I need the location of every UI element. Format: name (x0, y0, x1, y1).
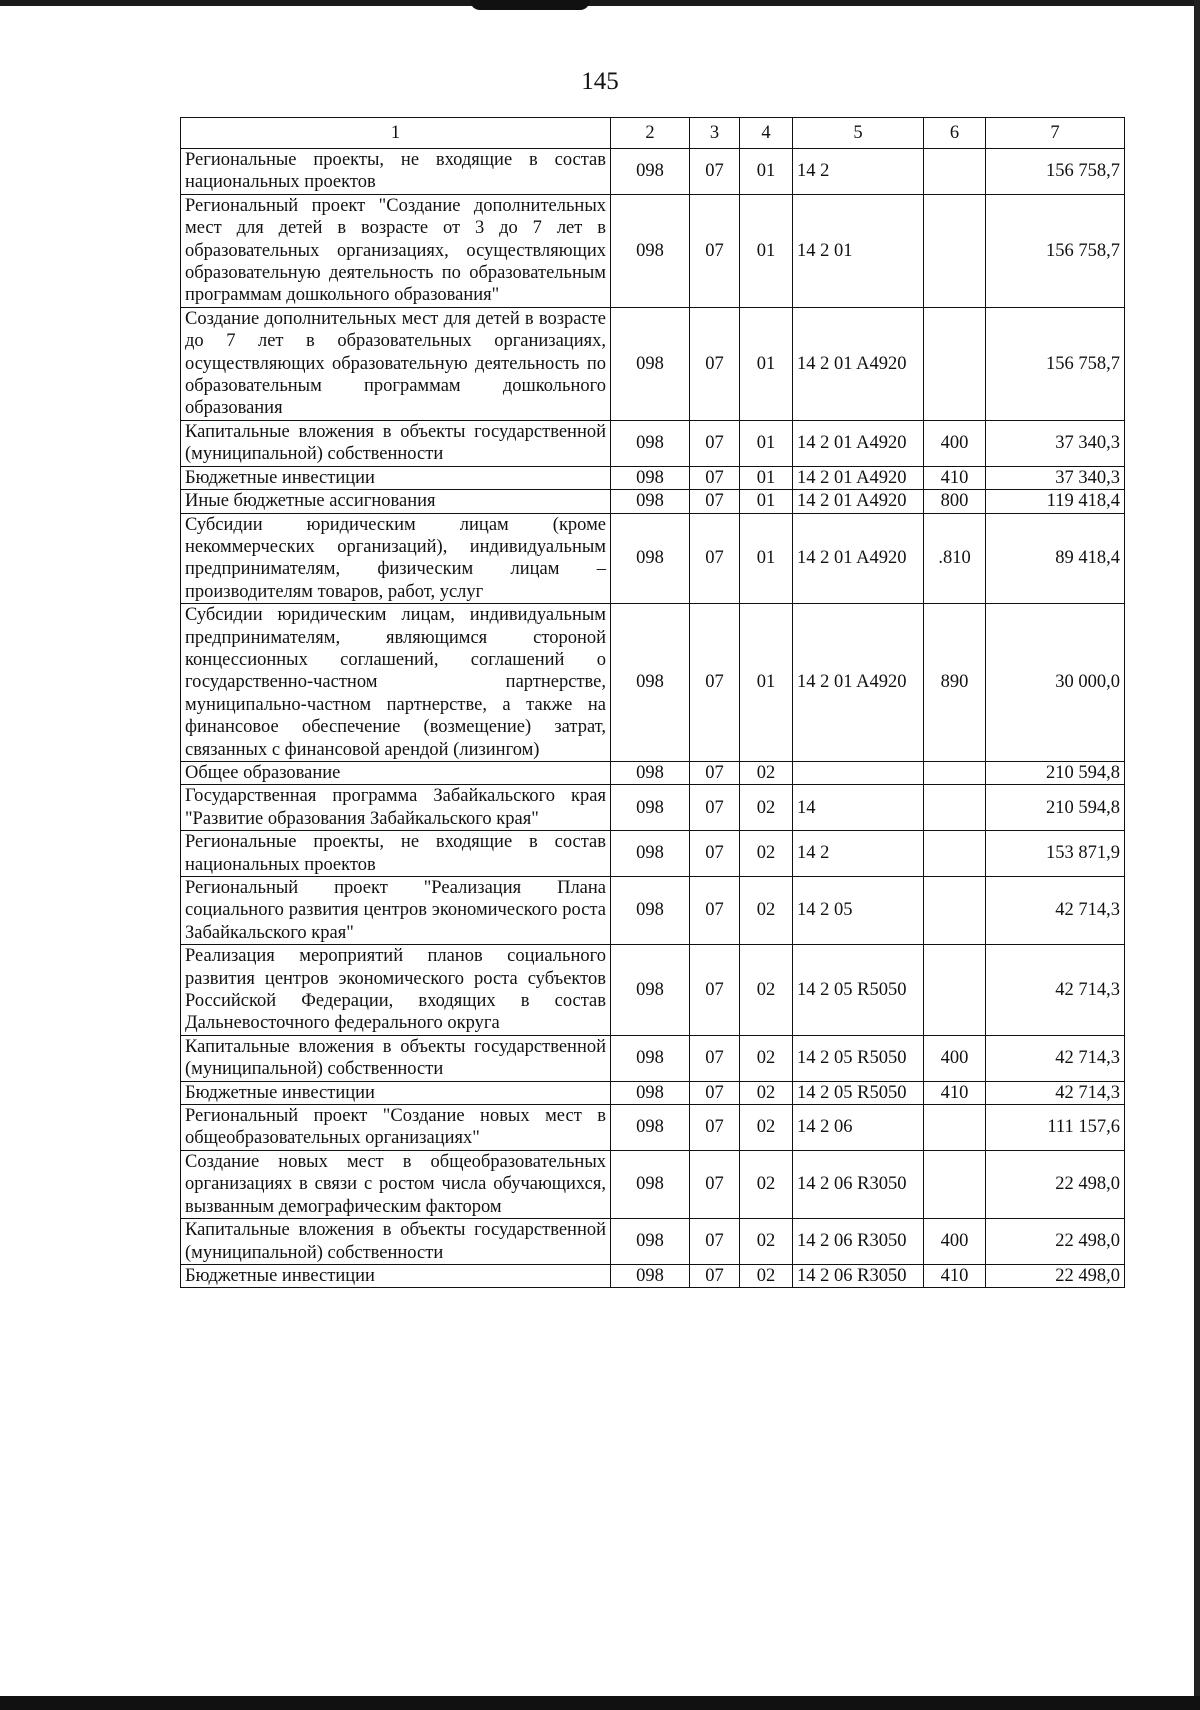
row-description: Общее образование (181, 761, 611, 784)
row-col-2: 098 (611, 1264, 690, 1287)
row-col-3: 07 (690, 490, 740, 513)
row-col-2: 098 (611, 1150, 690, 1218)
row-col-6: 400 (924, 1219, 986, 1265)
row-col-3: 07 (690, 307, 740, 420)
row-description: Капитальные вложения в объекты государственной (муниципальной) собственности (181, 420, 611, 466)
row-col-7: 153 871,9 (986, 831, 1125, 877)
row-col-3: 07 (690, 1105, 740, 1151)
row-col-3: 07 (690, 1219, 740, 1265)
row-col-7: 42 714,3 (986, 877, 1125, 945)
row-col-2: 098 (611, 420, 690, 466)
row-description: Капитальные вложения в объекты государственной (муниципальной) собственности (181, 1035, 611, 1081)
column-header: 1 (181, 118, 611, 149)
row-col-3: 07 (690, 420, 740, 466)
row-col-3: 07 (690, 1035, 740, 1081)
row-col-4: 02 (740, 831, 793, 877)
table-row (181, 1219, 1125, 1265)
budget-table (180, 117, 1125, 1288)
row-col-2: 098 (611, 761, 690, 784)
row-col-3: 07 (690, 513, 740, 604)
table-row (181, 1150, 1125, 1218)
column-header: 3 (690, 118, 740, 149)
table-row (181, 604, 1125, 762)
row-col-5: 14 2 01 A4920 (793, 490, 924, 513)
row-col-5: 14 2 01 A4920 (793, 466, 924, 489)
table-row (181, 1035, 1125, 1081)
row-col-4: 01 (740, 194, 793, 307)
row-col-5: 14 2 01 A4920 (793, 420, 924, 466)
row-col-3: 07 (690, 1150, 740, 1218)
scan-edge-top (0, 0, 1200, 6)
row-col-4: 01 (740, 490, 793, 513)
row-col-2: 098 (611, 1081, 690, 1104)
row-col-6 (924, 877, 986, 945)
row-col-4: 02 (740, 761, 793, 784)
row-col-7: 111 157,6 (986, 1105, 1125, 1151)
row-col-2: 098 (611, 149, 690, 195)
table-row (181, 785, 1125, 831)
row-col-2: 098 (611, 307, 690, 420)
row-col-5: 14 2 01 A4920 (793, 513, 924, 604)
row-col-5: 14 2 05 R5050 (793, 945, 924, 1036)
row-col-5: 14 2 05 R5050 (793, 1081, 924, 1104)
row-col-5: 14 2 01 A4920 (793, 307, 924, 420)
row-col-5: 14 2 05 R5050 (793, 1035, 924, 1081)
row-col-2: 098 (611, 194, 690, 307)
row-description: Создание новых мест в общеобразовательных организациях в связи с ростом числа обучающихся, вызванным демографическим фактором (181, 1150, 611, 1218)
row-col-6 (924, 194, 986, 307)
row-col-5: 14 2 01 (793, 194, 924, 307)
table-row (181, 1081, 1125, 1104)
row-col-2: 098 (611, 466, 690, 489)
row-col-3: 07 (690, 1264, 740, 1287)
row-col-3: 07 (690, 1081, 740, 1104)
row-col-3: 07 (690, 761, 740, 784)
table-row (181, 420, 1125, 466)
row-col-6 (924, 1105, 986, 1151)
row-col-4: 01 (740, 604, 793, 762)
column-header: 2 (611, 118, 690, 149)
row-col-4: 02 (740, 877, 793, 945)
row-description: Региональные проекты, не входящие в состав национальных проектов (181, 149, 611, 195)
row-col-4: 01 (740, 420, 793, 466)
row-description: Иные бюджетные ассигнования (181, 490, 611, 513)
row-col-7: 119 418,4 (986, 490, 1125, 513)
table-row (181, 194, 1125, 307)
table-row (181, 307, 1125, 420)
row-col-2: 098 (611, 877, 690, 945)
row-col-3: 07 (690, 785, 740, 831)
table-row (181, 761, 1125, 784)
row-col-5: 14 2 06 (793, 1105, 924, 1151)
row-col-4: 02 (740, 945, 793, 1036)
table-row (181, 1105, 1125, 1151)
row-col-2: 098 (611, 785, 690, 831)
row-description: Бюджетные инвестиции (181, 466, 611, 489)
row-col-6: 410 (924, 1081, 986, 1104)
page-number: 145 (581, 68, 619, 95)
row-col-7: 42 714,3 (986, 1081, 1125, 1104)
row-col-3: 07 (690, 877, 740, 945)
row-col-6 (924, 761, 986, 784)
table-row (181, 945, 1125, 1036)
row-col-6 (924, 831, 986, 877)
row-col-7: 37 340,3 (986, 420, 1125, 466)
row-col-3: 07 (690, 604, 740, 762)
row-col-3: 07 (690, 194, 740, 307)
table-header-row (181, 118, 1125, 149)
column-header: 4 (740, 118, 793, 149)
row-col-7: 22 498,0 (986, 1264, 1125, 1287)
row-description: Региональный проект "Создание новых мест в общеобразовательных организациях" (181, 1105, 611, 1151)
table-row (181, 513, 1125, 604)
table-row (181, 831, 1125, 877)
row-description: Бюджетные инвестиции (181, 1081, 611, 1104)
column-header: 7 (986, 118, 1125, 149)
row-col-6: 410 (924, 466, 986, 489)
row-col-7: 156 758,7 (986, 149, 1125, 195)
row-col-5: 14 (793, 785, 924, 831)
table-row (181, 490, 1125, 513)
table-row (181, 466, 1125, 489)
row-col-7: 210 594,8 (986, 761, 1125, 784)
row-col-6 (924, 785, 986, 831)
row-col-7: 156 758,7 (986, 307, 1125, 420)
row-col-3: 07 (690, 149, 740, 195)
row-col-4: 02 (740, 785, 793, 831)
row-col-6: 410 (924, 1264, 986, 1287)
row-col-7: 42 714,3 (986, 1035, 1125, 1081)
row-col-4: 02 (740, 1150, 793, 1218)
row-col-3: 07 (690, 466, 740, 489)
row-col-2: 098 (611, 1219, 690, 1265)
row-description: Капитальные вложения в объекты государственной (муниципальной) собственности (181, 1219, 611, 1265)
row-description: Субсидии юридическим лицам (кроме некоммерческих организаций), индивидуальным предпринимателям, физическим лицам – производителям товаров, работ, услуг (181, 513, 611, 604)
row-col-7: 22 498,0 (986, 1150, 1125, 1218)
row-col-5: 14 2 06 R3050 (793, 1219, 924, 1265)
row-col-6 (924, 1150, 986, 1218)
row-col-4: 02 (740, 1035, 793, 1081)
row-col-7: 156 758,7 (986, 194, 1125, 307)
row-col-7: 30 000,0 (986, 604, 1125, 762)
budget-table-body (181, 118, 1125, 1288)
column-header: 6 (924, 118, 986, 149)
row-col-7: 89 418,4 (986, 513, 1125, 604)
row-col-5 (793, 761, 924, 784)
row-col-2: 098 (611, 490, 690, 513)
row-description: Реализация мероприятий планов социального развития центров экономического роста субъектов Российской Федерации, входящих в состав Дальневосточного федерального округа (181, 945, 611, 1036)
row-col-2: 098 (611, 1105, 690, 1151)
scan-mark-top (470, 0, 590, 10)
row-col-2: 098 (611, 1035, 690, 1081)
row-col-3: 07 (690, 945, 740, 1036)
row-description: Региональный проект "Создание дополнительных мест для детей в возрасте от 3 до 7 лет в образовательных организациях, осуществляющих образовательную деятельность по образовательным программам дошкольного образования" (181, 194, 611, 307)
row-col-2: 098 (611, 604, 690, 762)
row-col-7: 210 594,8 (986, 785, 1125, 831)
row-col-7: 37 340,3 (986, 466, 1125, 489)
row-description: Государственная программа Забайкальского края "Развитие образования Забайкальского края" (181, 785, 611, 831)
row-col-5: 14 2 06 R3050 (793, 1150, 924, 1218)
row-description: Региональный проект "Реализация Плана социального развития центров экономического роста Забайкальского края" (181, 877, 611, 945)
row-col-6: 800 (924, 490, 986, 513)
row-description: Региональные проекты, не входящие в состав национальных проектов (181, 831, 611, 877)
row-col-4: 02 (740, 1081, 793, 1104)
table-row (181, 1264, 1125, 1287)
row-col-5: 14 2 (793, 149, 924, 195)
row-col-2: 098 (611, 831, 690, 877)
column-header: 5 (793, 118, 924, 149)
row-col-6 (924, 149, 986, 195)
row-col-6 (924, 945, 986, 1036)
row-col-7: 42 714,3 (986, 945, 1125, 1036)
row-col-4: 01 (740, 149, 793, 195)
row-col-4: 01 (740, 513, 793, 604)
row-col-3: 07 (690, 831, 740, 877)
row-col-7: 22 498,0 (986, 1219, 1125, 1265)
row-col-2: 098 (611, 513, 690, 604)
row-description: Бюджетные инвестиции (181, 1264, 611, 1287)
scan-edge-bottom (0, 1696, 1200, 1710)
row-description: Создание дополнительных мест для детей в возрасте до 7 лет в образовательных организациях, осуществляющих образовательную деятельность по образовательным программам дошкольного образования (181, 307, 611, 420)
row-col-6: .810 (924, 513, 986, 604)
row-col-4: 02 (740, 1264, 793, 1287)
row-col-5: 14 2 01 A4920 (793, 604, 924, 762)
row-col-6: 400 (924, 420, 986, 466)
row-description: Субсидии юридическим лицам, индивидуальным предпринимателям, являющимся стороной концессионных соглашений, соглашений о государственно-частном партнерстве, муниципально-частном партнерстве, а также на финансовое обеспечение (возмещение) затрат, связанных с финансовой арендой (лизингом) (181, 604, 611, 762)
row-col-5: 14 2 05 (793, 877, 924, 945)
table-row (181, 149, 1125, 195)
scan-edge-right (1194, 0, 1200, 1710)
row-col-5: 14 2 (793, 831, 924, 877)
row-col-5: 14 2 06 R3050 (793, 1264, 924, 1287)
table-row (181, 877, 1125, 945)
row-col-6: 400 (924, 1035, 986, 1081)
row-col-4: 01 (740, 307, 793, 420)
row-col-4: 02 (740, 1105, 793, 1151)
row-col-6 (924, 307, 986, 420)
row-col-6: 890 (924, 604, 986, 762)
row-col-2: 098 (611, 945, 690, 1036)
row-col-4: 02 (740, 1219, 793, 1265)
row-col-4: 01 (740, 466, 793, 489)
